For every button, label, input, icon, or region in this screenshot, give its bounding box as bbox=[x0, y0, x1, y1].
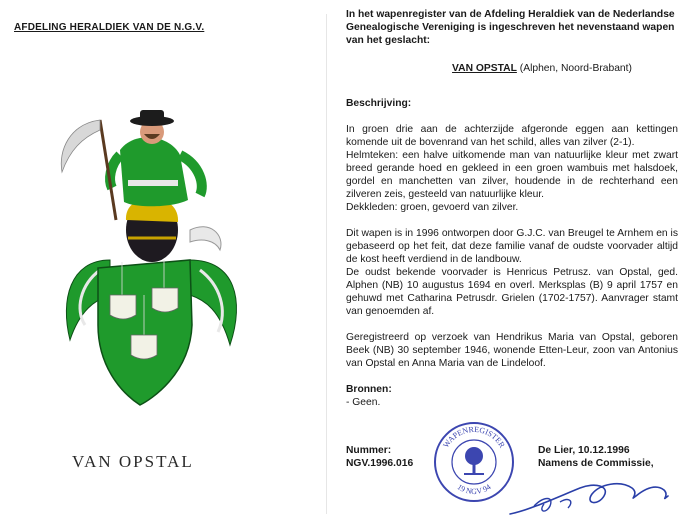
department-header: AFDELING HERALDIEK VAN DE N.G.V. bbox=[14, 22, 205, 33]
description-crest: Helmteken: een halve uitkomende man van natuurlijke kleur met zwart breed gerande hoed en gekleed in een groen wambuis met halsdoek, gordel en manchetten van zilver, houdende in de rechterhand een zilveren zeis, gesteeld van natuurlijke kleur. bbox=[346, 150, 678, 200]
date-place: De Lier, 10.12.1996 bbox=[538, 445, 630, 456]
page-divider bbox=[326, 14, 327, 514]
stamp-top-text: WAPENREGISTER bbox=[441, 424, 507, 450]
registration-text: Geregistreerd op verzoek van Hendrikus Maria van Opstal, geboren Beek (NB) 30 september 1946, wonende Etten-Leur, zoon van Antonius van Opstal en Anna Maria van de Lindeloof. bbox=[346, 332, 678, 369]
family-name-caption: VAN OPSTAL bbox=[72, 452, 194, 471]
stamp-bottom-text: 19 NGV 94 bbox=[455, 482, 493, 497]
handwritten-signature bbox=[500, 466, 680, 522]
intro-text: In het wapenregister van de Afdeling Heraldiek van de Nederlandse Genealogische Vereniging is ingeschreven het nevenstaand wapen van het geslacht: bbox=[346, 9, 675, 46]
description-shield: In groen drie aan de achterzijde afgeronde eggen aan kettingen komende uit de bovenrand van het schild, alles van zilver (2-1). bbox=[346, 124, 678, 148]
svg-text:WAPENREGISTER bbox=[441, 425, 507, 450]
sources-value: - Geen. bbox=[346, 397, 381, 408]
committee-line: Namens de Commissie, bbox=[538, 458, 654, 469]
register-text bbox=[346, 8, 678, 409]
number-label: Nummer: bbox=[346, 445, 392, 456]
coat-of-arms-image bbox=[40, 110, 260, 430]
number-value: NGV.1996.016 bbox=[346, 458, 414, 469]
family-title-place: (Alphen, Noord-Brabant) bbox=[519, 63, 632, 74]
history-design: Dit wapen is in 1996 ontworpen door G.J.C. van Breugel te Arnhem en is gebaseerd op het feit, dat deze familie vanaf de oudste voorvader altijd de kost heeft verdiend in de landbouw. bbox=[346, 228, 678, 265]
description-title: Beschrijving: bbox=[346, 98, 412, 109]
family-title bbox=[406, 62, 678, 75]
family-title-name: VAN OPSTAL bbox=[452, 63, 517, 74]
description-mantling: Dekkleden: groen, gevoerd van zilver. bbox=[346, 202, 519, 213]
history-ancestor: De oudst bekende voorvader is Henricus Petrusz. van Opstal, ged. Alphen (NB) 10 augustus 1694 en overl. Merksplas (B) 9 april 1757 en gehuwd met Catharina Petrusdr. Grielen (1702-1757). Aanvrager stamt van genoemden af. bbox=[346, 267, 678, 317]
register-number bbox=[346, 444, 413, 470]
sources-title: Bronnen: bbox=[346, 384, 392, 395]
stamp-tree-icon bbox=[464, 447, 484, 475]
